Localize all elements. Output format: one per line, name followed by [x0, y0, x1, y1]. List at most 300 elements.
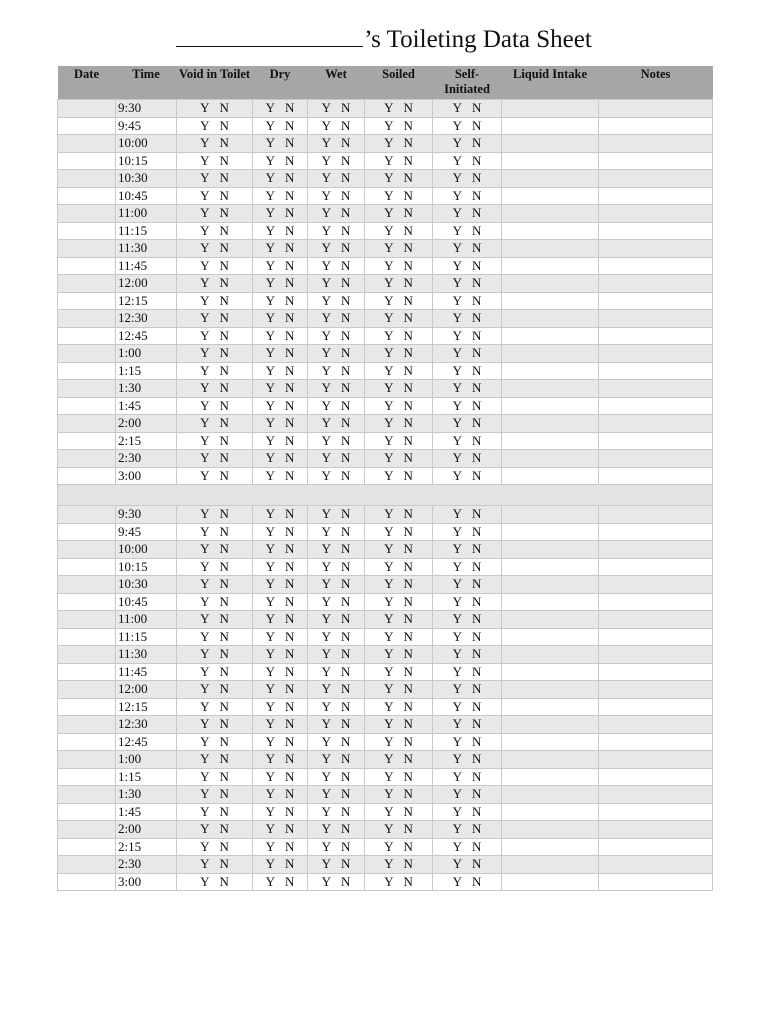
yes-option[interactable]: Y	[200, 838, 210, 854]
yes-option[interactable]: Y	[452, 327, 462, 343]
notes-cell[interactable]	[599, 768, 713, 786]
yes-option[interactable]: Y	[384, 628, 394, 644]
no-option[interactable]: N	[403, 345, 413, 361]
yes-option[interactable]: Y	[265, 611, 275, 627]
no-option[interactable]: N	[403, 205, 413, 221]
no-option[interactable]: N	[219, 292, 229, 308]
date-cell[interactable]	[58, 716, 116, 734]
no-option[interactable]: N	[403, 100, 413, 116]
no-option[interactable]: N	[285, 786, 295, 802]
no-option[interactable]: N	[285, 187, 295, 203]
date-cell[interactable]	[58, 681, 116, 699]
no-option[interactable]: N	[403, 275, 413, 291]
no-option[interactable]: N	[341, 467, 351, 483]
yes-option[interactable]: Y	[321, 856, 331, 872]
no-option[interactable]: N	[285, 450, 295, 466]
no-option[interactable]: N	[341, 257, 351, 273]
notes-cell[interactable]	[599, 117, 713, 135]
yes-option[interactable]: Y	[265, 240, 275, 256]
no-option[interactable]: N	[285, 698, 295, 714]
yes-option[interactable]: Y	[265, 100, 275, 116]
yes-option[interactable]: Y	[321, 327, 331, 343]
liquid-intake-cell[interactable]	[502, 222, 599, 240]
no-option[interactable]: N	[341, 523, 351, 539]
no-option[interactable]: N	[285, 768, 295, 784]
no-option[interactable]: N	[472, 786, 482, 802]
no-option[interactable]: N	[403, 856, 413, 872]
yes-option[interactable]: Y	[265, 310, 275, 326]
no-option[interactable]: N	[285, 558, 295, 574]
liquid-intake-cell[interactable]	[502, 873, 599, 891]
yes-option[interactable]: Y	[384, 646, 394, 662]
yes-option[interactable]: Y	[384, 768, 394, 784]
no-option[interactable]: N	[341, 663, 351, 679]
yes-option[interactable]: Y	[321, 698, 331, 714]
yes-option[interactable]: Y	[200, 135, 210, 151]
yes-option[interactable]: Y	[321, 593, 331, 609]
no-option[interactable]: N	[472, 821, 482, 837]
notes-cell[interactable]	[599, 838, 713, 856]
yes-option[interactable]: Y	[200, 681, 210, 697]
yes-option[interactable]: Y	[452, 523, 462, 539]
no-option[interactable]: N	[219, 380, 229, 396]
yes-option[interactable]: Y	[384, 803, 394, 819]
date-cell[interactable]	[58, 467, 116, 485]
date-cell[interactable]	[58, 506, 116, 524]
no-option[interactable]: N	[219, 257, 229, 273]
no-option[interactable]: N	[219, 467, 229, 483]
yes-option[interactable]: Y	[384, 170, 394, 186]
no-option[interactable]: N	[219, 362, 229, 378]
no-option[interactable]: N	[472, 117, 482, 133]
yes-option[interactable]: Y	[452, 821, 462, 837]
no-option[interactable]: N	[403, 803, 413, 819]
yes-option[interactable]: Y	[321, 205, 331, 221]
yes-option[interactable]: Y	[452, 432, 462, 448]
no-option[interactable]: N	[472, 222, 482, 238]
no-option[interactable]: N	[403, 873, 413, 889]
no-option[interactable]: N	[472, 310, 482, 326]
yes-option[interactable]: Y	[200, 275, 210, 291]
no-option[interactable]: N	[472, 663, 482, 679]
no-option[interactable]: N	[341, 593, 351, 609]
no-option[interactable]: N	[472, 856, 482, 872]
notes-cell[interactable]	[599, 152, 713, 170]
no-option[interactable]: N	[285, 681, 295, 697]
date-cell[interactable]	[58, 135, 116, 153]
yes-option[interactable]: Y	[321, 523, 331, 539]
no-option[interactable]: N	[219, 856, 229, 872]
yes-option[interactable]: Y	[265, 397, 275, 413]
yes-option[interactable]: Y	[200, 240, 210, 256]
yes-option[interactable]: Y	[200, 450, 210, 466]
notes-cell[interactable]	[599, 803, 713, 821]
no-option[interactable]: N	[285, 856, 295, 872]
yes-option[interactable]: Y	[384, 187, 394, 203]
yes-option[interactable]: Y	[452, 135, 462, 151]
yes-option[interactable]: Y	[265, 646, 275, 662]
liquid-intake-cell[interactable]	[502, 362, 599, 380]
liquid-intake-cell[interactable]	[502, 257, 599, 275]
no-option[interactable]: N	[219, 838, 229, 854]
yes-option[interactable]: Y	[452, 467, 462, 483]
no-option[interactable]: N	[341, 803, 351, 819]
no-option[interactable]: N	[285, 523, 295, 539]
yes-option[interactable]: Y	[321, 611, 331, 627]
notes-cell[interactable]	[599, 681, 713, 699]
no-option[interactable]: N	[341, 240, 351, 256]
yes-option[interactable]: Y	[200, 856, 210, 872]
notes-cell[interactable]	[599, 558, 713, 576]
yes-option[interactable]: Y	[200, 716, 210, 732]
date-cell[interactable]	[58, 362, 116, 380]
no-option[interactable]: N	[403, 506, 413, 522]
date-cell[interactable]	[58, 345, 116, 363]
yes-option[interactable]: Y	[321, 135, 331, 151]
yes-option[interactable]: Y	[321, 257, 331, 273]
notes-cell[interactable]	[599, 716, 713, 734]
yes-option[interactable]: Y	[384, 786, 394, 802]
yes-option[interactable]: Y	[452, 611, 462, 627]
no-option[interactable]: N	[219, 523, 229, 539]
yes-option[interactable]: Y	[384, 576, 394, 592]
date-cell[interactable]	[58, 450, 116, 468]
no-option[interactable]: N	[472, 803, 482, 819]
yes-option[interactable]: Y	[321, 467, 331, 483]
no-option[interactable]: N	[285, 397, 295, 413]
yes-option[interactable]: Y	[321, 838, 331, 854]
notes-cell[interactable]	[599, 628, 713, 646]
yes-option[interactable]: Y	[265, 432, 275, 448]
yes-option[interactable]: Y	[321, 786, 331, 802]
yes-option[interactable]: Y	[265, 275, 275, 291]
liquid-intake-cell[interactable]	[502, 380, 599, 398]
yes-option[interactable]: Y	[265, 733, 275, 749]
date-cell[interactable]	[58, 646, 116, 664]
yes-option[interactable]: Y	[452, 240, 462, 256]
no-option[interactable]: N	[341, 135, 351, 151]
liquid-intake-cell[interactable]	[502, 541, 599, 559]
liquid-intake-cell[interactable]	[502, 821, 599, 839]
yes-option[interactable]: Y	[452, 733, 462, 749]
no-option[interactable]: N	[285, 838, 295, 854]
yes-option[interactable]: Y	[200, 506, 210, 522]
yes-option[interactable]: Y	[200, 873, 210, 889]
date-cell[interactable]	[58, 751, 116, 769]
yes-option[interactable]: Y	[265, 415, 275, 431]
yes-option[interactable]: Y	[265, 327, 275, 343]
no-option[interactable]: N	[403, 751, 413, 767]
no-option[interactable]: N	[403, 716, 413, 732]
no-option[interactable]: N	[403, 257, 413, 273]
yes-option[interactable]: Y	[321, 275, 331, 291]
yes-option[interactable]: Y	[200, 432, 210, 448]
yes-option[interactable]: Y	[452, 681, 462, 697]
yes-option[interactable]: Y	[452, 380, 462, 396]
no-option[interactable]: N	[472, 170, 482, 186]
liquid-intake-cell[interactable]	[502, 117, 599, 135]
liquid-intake-cell[interactable]	[502, 292, 599, 310]
no-option[interactable]: N	[403, 558, 413, 574]
no-option[interactable]: N	[403, 576, 413, 592]
yes-option[interactable]: Y	[265, 716, 275, 732]
no-option[interactable]: N	[472, 733, 482, 749]
liquid-intake-cell[interactable]	[502, 803, 599, 821]
yes-option[interactable]: Y	[200, 257, 210, 273]
yes-option[interactable]: Y	[265, 751, 275, 767]
no-option[interactable]: N	[472, 380, 482, 396]
no-option[interactable]: N	[472, 135, 482, 151]
date-cell[interactable]	[58, 523, 116, 541]
no-option[interactable]: N	[285, 821, 295, 837]
no-option[interactable]: N	[219, 205, 229, 221]
no-option[interactable]: N	[472, 450, 482, 466]
yes-option[interactable]: Y	[384, 205, 394, 221]
yes-option[interactable]: Y	[321, 415, 331, 431]
notes-cell[interactable]	[599, 541, 713, 559]
no-option[interactable]: N	[219, 432, 229, 448]
no-option[interactable]: N	[219, 135, 229, 151]
yes-option[interactable]: Y	[452, 541, 462, 557]
yes-option[interactable]: Y	[384, 117, 394, 133]
no-option[interactable]: N	[219, 415, 229, 431]
no-option[interactable]: N	[403, 593, 413, 609]
liquid-intake-cell[interactable]	[502, 310, 599, 328]
date-cell[interactable]	[58, 152, 116, 170]
no-option[interactable]: N	[285, 593, 295, 609]
no-option[interactable]: N	[219, 733, 229, 749]
liquid-intake-cell[interactable]	[502, 856, 599, 874]
yes-option[interactable]: Y	[452, 205, 462, 221]
yes-option[interactable]: Y	[200, 170, 210, 186]
no-option[interactable]: N	[341, 716, 351, 732]
no-option[interactable]: N	[285, 292, 295, 308]
liquid-intake-cell[interactable]	[502, 450, 599, 468]
liquid-intake-cell[interactable]	[502, 593, 599, 611]
no-option[interactable]: N	[219, 803, 229, 819]
no-option[interactable]: N	[403, 362, 413, 378]
liquid-intake-cell[interactable]	[502, 646, 599, 664]
yes-option[interactable]: Y	[200, 327, 210, 343]
no-option[interactable]: N	[285, 646, 295, 662]
no-option[interactable]: N	[472, 558, 482, 574]
no-option[interactable]: N	[219, 100, 229, 116]
yes-option[interactable]: Y	[200, 467, 210, 483]
date-cell[interactable]	[58, 380, 116, 398]
no-option[interactable]: N	[403, 698, 413, 714]
yes-option[interactable]: Y	[200, 100, 210, 116]
yes-option[interactable]: Y	[384, 257, 394, 273]
no-option[interactable]: N	[341, 768, 351, 784]
date-cell[interactable]	[58, 873, 116, 891]
yes-option[interactable]: Y	[265, 450, 275, 466]
yes-option[interactable]: Y	[452, 310, 462, 326]
yes-option[interactable]: Y	[200, 117, 210, 133]
yes-option[interactable]: Y	[265, 576, 275, 592]
yes-option[interactable]: Y	[321, 187, 331, 203]
date-cell[interactable]	[58, 821, 116, 839]
no-option[interactable]: N	[285, 541, 295, 557]
no-option[interactable]: N	[403, 541, 413, 557]
yes-option[interactable]: Y	[321, 628, 331, 644]
no-option[interactable]: N	[341, 327, 351, 343]
notes-cell[interactable]	[599, 135, 713, 153]
notes-cell[interactable]	[599, 733, 713, 751]
yes-option[interactable]: Y	[384, 523, 394, 539]
yes-option[interactable]: Y	[200, 345, 210, 361]
yes-option[interactable]: Y	[384, 397, 394, 413]
no-option[interactable]: N	[341, 432, 351, 448]
liquid-intake-cell[interactable]	[502, 576, 599, 594]
no-option[interactable]: N	[219, 751, 229, 767]
yes-option[interactable]: Y	[452, 646, 462, 662]
yes-option[interactable]: Y	[384, 593, 394, 609]
no-option[interactable]: N	[403, 450, 413, 466]
yes-option[interactable]: Y	[452, 362, 462, 378]
no-option[interactable]: N	[219, 611, 229, 627]
yes-option[interactable]: Y	[452, 397, 462, 413]
no-option[interactable]: N	[472, 576, 482, 592]
no-option[interactable]: N	[285, 275, 295, 291]
yes-option[interactable]: Y	[321, 663, 331, 679]
no-option[interactable]: N	[341, 646, 351, 662]
no-option[interactable]: N	[285, 506, 295, 522]
liquid-intake-cell[interactable]	[502, 506, 599, 524]
yes-option[interactable]: Y	[200, 310, 210, 326]
yes-option[interactable]: Y	[384, 716, 394, 732]
yes-option[interactable]: Y	[384, 611, 394, 627]
date-cell[interactable]	[58, 768, 116, 786]
no-option[interactable]: N	[403, 646, 413, 662]
no-option[interactable]: N	[341, 821, 351, 837]
no-option[interactable]: N	[285, 663, 295, 679]
no-option[interactable]: N	[341, 222, 351, 238]
liquid-intake-cell[interactable]	[502, 558, 599, 576]
notes-cell[interactable]	[599, 257, 713, 275]
no-option[interactable]: N	[341, 506, 351, 522]
yes-option[interactable]: Y	[321, 506, 331, 522]
yes-option[interactable]: Y	[452, 117, 462, 133]
notes-cell[interactable]	[599, 397, 713, 415]
notes-cell[interactable]	[599, 856, 713, 874]
liquid-intake-cell[interactable]	[502, 628, 599, 646]
notes-cell[interactable]	[599, 327, 713, 345]
yes-option[interactable]: Y	[265, 362, 275, 378]
yes-option[interactable]: Y	[321, 821, 331, 837]
yes-option[interactable]: Y	[265, 628, 275, 644]
yes-option[interactable]: Y	[200, 397, 210, 413]
no-option[interactable]: N	[285, 100, 295, 116]
yes-option[interactable]: Y	[452, 663, 462, 679]
no-option[interactable]: N	[341, 187, 351, 203]
yes-option[interactable]: Y	[200, 663, 210, 679]
no-option[interactable]: N	[341, 362, 351, 378]
notes-cell[interactable]	[599, 611, 713, 629]
no-option[interactable]: N	[285, 170, 295, 186]
no-option[interactable]: N	[285, 628, 295, 644]
yes-option[interactable]: Y	[452, 275, 462, 291]
yes-option[interactable]: Y	[200, 646, 210, 662]
notes-cell[interactable]	[599, 450, 713, 468]
yes-option[interactable]: Y	[384, 821, 394, 837]
liquid-intake-cell[interactable]	[502, 786, 599, 804]
yes-option[interactable]: Y	[452, 506, 462, 522]
yes-option[interactable]: Y	[321, 716, 331, 732]
no-option[interactable]: N	[472, 397, 482, 413]
yes-option[interactable]: Y	[321, 152, 331, 168]
liquid-intake-cell[interactable]	[502, 698, 599, 716]
liquid-intake-cell[interactable]	[502, 415, 599, 433]
no-option[interactable]: N	[403, 187, 413, 203]
yes-option[interactable]: Y	[384, 450, 394, 466]
date-cell[interactable]	[58, 803, 116, 821]
no-option[interactable]: N	[219, 275, 229, 291]
notes-cell[interactable]	[599, 187, 713, 205]
no-option[interactable]: N	[472, 257, 482, 273]
yes-option[interactable]: Y	[384, 240, 394, 256]
no-option[interactable]: N	[219, 187, 229, 203]
no-option[interactable]: N	[403, 117, 413, 133]
notes-cell[interactable]	[599, 170, 713, 188]
yes-option[interactable]: Y	[265, 856, 275, 872]
no-option[interactable]: N	[285, 222, 295, 238]
yes-option[interactable]: Y	[384, 380, 394, 396]
yes-option[interactable]: Y	[384, 873, 394, 889]
no-option[interactable]: N	[403, 327, 413, 343]
yes-option[interactable]: Y	[200, 628, 210, 644]
yes-option[interactable]: Y	[321, 803, 331, 819]
no-option[interactable]: N	[219, 681, 229, 697]
yes-option[interactable]: Y	[321, 450, 331, 466]
no-option[interactable]: N	[219, 310, 229, 326]
liquid-intake-cell[interactable]	[502, 275, 599, 293]
no-option[interactable]: N	[403, 432, 413, 448]
date-cell[interactable]	[58, 222, 116, 240]
no-option[interactable]: N	[403, 628, 413, 644]
yes-option[interactable]: Y	[384, 222, 394, 238]
yes-option[interactable]: Y	[384, 856, 394, 872]
yes-option[interactable]: Y	[321, 380, 331, 396]
notes-cell[interactable]	[599, 576, 713, 594]
no-option[interactable]: N	[285, 803, 295, 819]
no-option[interactable]: N	[219, 117, 229, 133]
notes-cell[interactable]	[599, 751, 713, 769]
no-option[interactable]: N	[341, 450, 351, 466]
liquid-intake-cell[interactable]	[502, 345, 599, 363]
no-option[interactable]: N	[341, 558, 351, 574]
yes-option[interactable]: Y	[452, 576, 462, 592]
date-cell[interactable]	[58, 593, 116, 611]
yes-option[interactable]: Y	[265, 506, 275, 522]
no-option[interactable]: N	[472, 873, 482, 889]
yes-option[interactable]: Y	[384, 506, 394, 522]
no-option[interactable]: N	[472, 205, 482, 221]
liquid-intake-cell[interactable]	[502, 327, 599, 345]
yes-option[interactable]: Y	[452, 100, 462, 116]
liquid-intake-cell[interactable]	[502, 611, 599, 629]
no-option[interactable]: N	[341, 838, 351, 854]
date-cell[interactable]	[58, 327, 116, 345]
no-option[interactable]: N	[219, 240, 229, 256]
yes-option[interactable]: Y	[321, 310, 331, 326]
yes-option[interactable]: Y	[384, 415, 394, 431]
no-option[interactable]: N	[219, 821, 229, 837]
no-option[interactable]: N	[341, 873, 351, 889]
no-option[interactable]: N	[285, 873, 295, 889]
date-cell[interactable]	[58, 257, 116, 275]
yes-option[interactable]: Y	[321, 397, 331, 413]
yes-option[interactable]: Y	[321, 873, 331, 889]
